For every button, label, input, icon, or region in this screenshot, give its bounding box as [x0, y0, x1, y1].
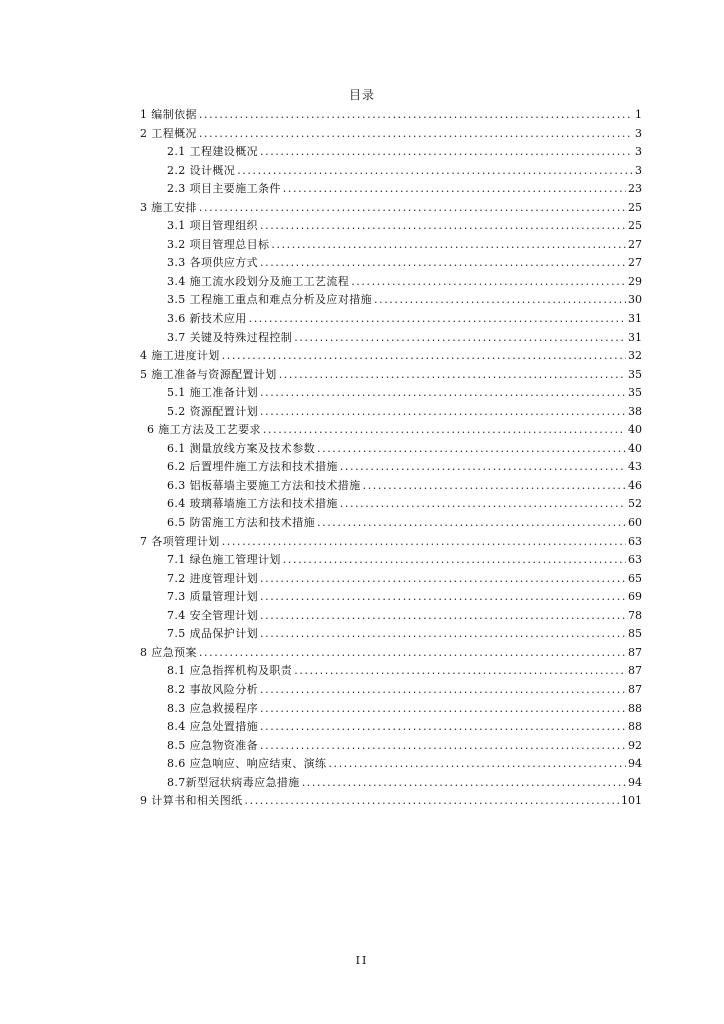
toc-entry-title: 8.4 应急处置措施: [167, 720, 258, 734]
toc-entry-page-number: 63: [628, 534, 642, 548]
toc-entry-page-number: 101: [621, 794, 642, 808]
toc-section-entry[interactable]: [140, 273, 642, 292]
toc-section-entry[interactable]: [140, 458, 642, 477]
toc-dot-leader: [260, 570, 626, 589]
toc-dot-leader: [260, 625, 626, 644]
toc-entry-title: 8.1 应急指挥机构及职责: [167, 664, 293, 678]
toc-entry-title: 3.4 施工流水段划分及施工工艺流程: [167, 274, 350, 288]
toc-entry-page-number: 25: [628, 219, 642, 233]
toc-entry-page-number: 27: [628, 256, 642, 270]
toc-section-entry[interactable]: [140, 384, 642, 403]
toc-section-entry[interactable]: [140, 700, 642, 719]
toc-entry-title: 8.2 事故风险分析: [167, 682, 258, 696]
toc-entry-page-number: 27: [628, 237, 642, 251]
toc-dot-leader: [283, 180, 626, 199]
toc-entry-page-number: 92: [628, 738, 642, 752]
toc-chapter-entry[interactable]: [140, 125, 642, 144]
toc-dot-leader: [245, 792, 620, 811]
toc-dot-leader: [260, 607, 626, 626]
toc-section-entry[interactable]: [140, 570, 642, 589]
toc-entry-page-number: 78: [628, 608, 642, 622]
toc-entry-page-number: 63: [628, 553, 642, 567]
toc-entry-page-number: 87: [628, 664, 642, 678]
toc-section-entry[interactable]: [140, 495, 642, 514]
toc-section-entry[interactable]: [140, 737, 642, 756]
toc-dot-leader: [283, 551, 626, 570]
toc-dot-leader: [199, 644, 626, 663]
toc-dot-leader: [279, 366, 626, 385]
toc-entry-title: 5.1 施工准备计划: [167, 386, 258, 400]
table-of-contents: [140, 106, 642, 811]
toc-entry-title: 8.6 应急响应、响应结束、演练: [167, 757, 327, 771]
toc-dot-leader: [249, 310, 626, 329]
toc-entry-page-number: 87: [628, 682, 642, 696]
toc-dot-leader: [328, 755, 626, 774]
toc-entry-page-number: 32: [628, 349, 642, 363]
toc-section-entry[interactable]: [140, 236, 642, 255]
toc-dot-leader: [260, 217, 626, 236]
toc-section-entry[interactable]: [140, 514, 642, 533]
toc-section-entry[interactable]: [140, 217, 642, 236]
toc-dot-leader: [222, 533, 626, 552]
toc-entry-title: 7.5 成品保护计划: [167, 627, 258, 641]
page-number: II: [355, 954, 369, 967]
toc-dot-leader: [317, 514, 626, 533]
toc-section-entry[interactable]: [140, 588, 642, 607]
toc-dot-leader: [260, 737, 626, 756]
toc-dot-leader: [237, 162, 633, 181]
toc-chapter-entry[interactable]: [140, 106, 642, 125]
toc-section-entry[interactable]: [140, 162, 642, 181]
toc-section-entry[interactable]: [140, 310, 642, 329]
toc-section-entry[interactable]: [140, 625, 642, 644]
toc-dot-leader: [351, 273, 626, 292]
toc-entry-page-number: 38: [628, 404, 642, 418]
toc-entry-title: 2.1 工程建设概况: [167, 145, 258, 159]
toc-section-entry[interactable]: [140, 718, 642, 737]
toc-entry-page-number: 3: [635, 145, 642, 159]
toc-dot-leader: [302, 774, 626, 793]
toc-section-entry[interactable]: [140, 551, 642, 570]
toc-title: 目录: [348, 88, 375, 102]
toc-entry-page-number: 87: [628, 645, 642, 659]
toc-entry-title: 6.1 测量放线方案及技术参数: [167, 441, 315, 455]
toc-entry-title: 3.5 工程施工重点和难点分析及应对措施: [167, 293, 372, 307]
toc-entry-title: 6.2 后置埋件施工方法和技术措施: [167, 460, 338, 474]
toc-section-entry[interactable]: [140, 477, 642, 496]
toc-entry-title: 3.1 项目管理组织: [167, 219, 258, 233]
toc-dot-leader: [260, 403, 626, 422]
toc-entry-title: 3.3 各项供应方式: [167, 256, 258, 270]
toc-dot-leader: [260, 143, 633, 162]
toc-entry-page-number: 35: [628, 367, 642, 381]
toc-entry-title: 8.5 应急物资准备: [167, 738, 258, 752]
toc-entry-title: 2.2 设计概况: [167, 163, 236, 177]
toc-entry-title: 8 应急预案: [140, 645, 197, 659]
toc-dot-leader: [263, 421, 626, 440]
toc-entry-page-number: 31: [628, 330, 642, 344]
toc-entry-page-number: 69: [628, 590, 642, 604]
toc-entry-page-number: 65: [628, 571, 642, 585]
toc-entry-title: 4 施工进度计划: [140, 349, 220, 363]
toc-entry-title: 7 各项管理计划: [140, 534, 220, 548]
toc-section-entry[interactable]: [140, 755, 642, 774]
toc-entry-title: 5.2 资源配置计划: [167, 404, 258, 418]
toc-entry-page-number: 1: [635, 108, 642, 121]
toc-entry-page-number: 43: [628, 460, 642, 474]
toc-entry-page-number: 94: [628, 775, 642, 789]
toc-section-entry[interactable]: [140, 774, 642, 793]
toc-dot-leader: [374, 291, 626, 310]
toc-section-entry[interactable]: [140, 681, 642, 700]
toc-entry-page-number: 94: [628, 757, 642, 771]
toc-dot-leader: [294, 329, 626, 348]
toc-entry-title: 7.2 进度管理计划: [167, 571, 258, 585]
toc-entry-title: 8.3 应急救援程序: [167, 701, 258, 715]
toc-entry-title: 3.7 关键及特殊过程控制: [167, 330, 293, 344]
toc-dot-leader: [199, 106, 633, 125]
toc-section-entry[interactable]: [140, 143, 642, 162]
toc-entry-page-number: 52: [628, 497, 642, 511]
toc-section-entry[interactable]: [140, 291, 642, 310]
toc-dot-leader: [340, 495, 626, 514]
toc-dot-leader: [294, 662, 626, 681]
toc-chapter-entry[interactable]: [140, 792, 642, 811]
toc-dot-leader: [363, 477, 626, 496]
toc-entry-title: 5 施工准备与资源配置计划: [140, 367, 277, 381]
toc-chapter-entry[interactable]: [140, 347, 642, 366]
toc-entry-title: 3 施工安排: [140, 200, 197, 214]
toc-chapter-entry[interactable]: [140, 421, 642, 440]
toc-entry-title: 6.5 防雷施工方法和技术措施: [167, 516, 315, 530]
toc-entry-page-number: 23: [628, 182, 642, 196]
toc-chapter-entry[interactable]: [140, 199, 642, 218]
toc-dot-leader: [222, 347, 626, 366]
toc-entry-page-number: 40: [628, 441, 642, 455]
toc-entry-title: 1 编制依据: [140, 108, 197, 121]
toc-entry-page-number: 3: [635, 126, 642, 140]
toc-dot-leader: [260, 254, 626, 273]
toc-section-entry[interactable]: [140, 329, 642, 348]
toc-dot-leader: [340, 458, 626, 477]
toc-dot-leader: [260, 718, 626, 737]
toc-section-entry[interactable]: [140, 180, 642, 199]
toc-entry-title: 9 计算书和相关图纸: [140, 794, 243, 808]
toc-dot-leader: [199, 199, 626, 218]
toc-section-entry[interactable]: [140, 403, 642, 422]
toc-entry-title: 6 施工方法及工艺要求: [147, 423, 261, 437]
toc-entry-title: 2 工程概况: [140, 126, 197, 140]
toc-section-entry[interactable]: [140, 662, 642, 681]
toc-entry-title: 3.6 新技术应用: [167, 312, 247, 326]
toc-entry-page-number: 88: [628, 701, 642, 715]
toc-entry-page-number: 3: [635, 163, 642, 177]
toc-dot-leader: [317, 440, 626, 459]
toc-entry-title: 3.2 项目管理总目标: [167, 237, 270, 251]
toc-section-entry[interactable]: [140, 254, 642, 273]
toc-entry-title: 8.7新型冠状病毒应急措施: [167, 775, 300, 789]
toc-dot-leader: [260, 700, 626, 719]
toc-entry-page-number: 46: [628, 478, 642, 492]
toc-dot-leader: [260, 681, 626, 700]
toc-entry-page-number: 25: [628, 200, 642, 214]
toc-entry-title: 7.1 绿色施工管理计划: [167, 553, 281, 567]
toc-entry-title: 6.3 铝板幕墙主要施工方法和技术措施: [167, 478, 361, 492]
toc-chapter-entry[interactable]: [140, 533, 642, 552]
toc-section-entry[interactable]: [140, 607, 642, 626]
toc-entry-page-number: 85: [628, 627, 642, 641]
toc-entry-page-number: 40: [628, 423, 642, 437]
toc-dot-leader: [260, 588, 626, 607]
toc-section-entry[interactable]: [140, 440, 642, 459]
toc-entry-page-number: 29: [628, 274, 642, 288]
toc-entry-title: 7.3 质量管理计划: [167, 590, 258, 604]
toc-dot-leader: [199, 125, 633, 144]
toc-entry-title: 2.3 项目主要施工条件: [167, 182, 281, 196]
toc-dot-leader: [260, 384, 626, 403]
toc-entry-title: 7.4 安全管理计划: [167, 608, 258, 622]
toc-entry-page-number: 88: [628, 720, 642, 734]
toc-chapter-entry[interactable]: [140, 366, 642, 385]
toc-entry-title: 6.4 玻璃幕墙施工方法和技术措施: [167, 497, 338, 511]
toc-chapter-entry[interactable]: [140, 644, 642, 663]
toc-entry-page-number: 60: [628, 516, 642, 530]
toc-entry-page-number: 31: [628, 312, 642, 326]
toc-entry-page-number: 30: [628, 293, 642, 307]
toc-entry-page-number: 35: [628, 386, 642, 400]
toc-dot-leader: [271, 236, 626, 255]
